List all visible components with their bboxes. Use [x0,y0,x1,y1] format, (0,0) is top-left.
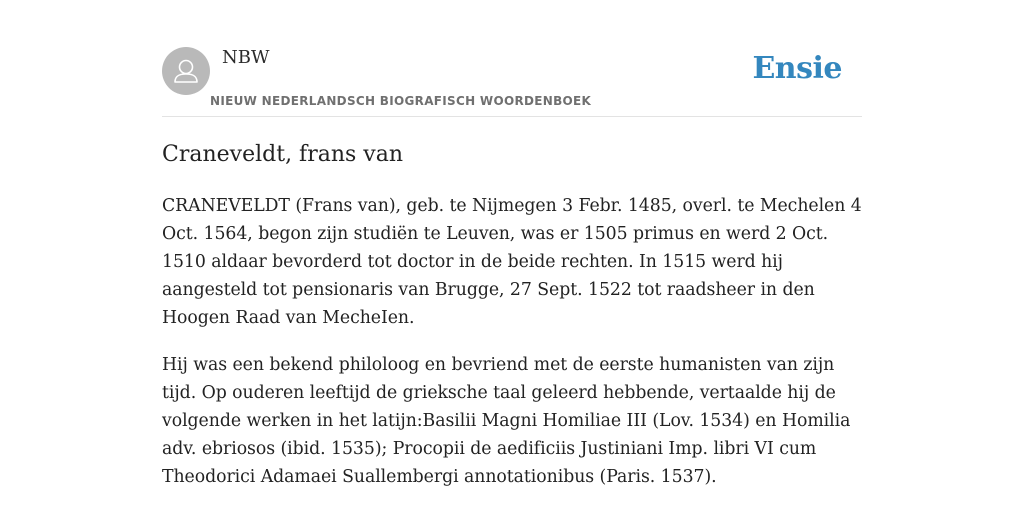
article-paragraph: CRANEVELDT (Frans van), geb. te Nijmegen 3 Febr. 1485, overl. te Mechelen 4 Oct. 1564, begon zijn studiën te Leuven, was er 1505 primus en werd 2 Oct. 1510 aldaar bevorderd tot doctor in de beide rechten. In 1515 werd hij aangesteld tot pensionaris van Brugge, 27 Sept. 1522 tot raadsheer in den Hoogen Raad van MecheIen. [162,196,862,328]
source-full-name: NIEUW NEDERLANDSCH BIOGRAFISCH WOORDENBOEK [210,94,592,108]
source-avatar[interactable] [162,47,210,95]
article-title: Craneveldt, frans van [162,142,403,167]
source-header [162,46,862,117]
source-abbreviation[interactable]: NBW [222,47,270,68]
article-paragraph: Hij was een bekend philoloog en bevriend met de eerste humanisten van zijn tijd. Op ouderen leeftijd de grieksche taal geleerd hebbende, vertaalde hij de volgende werken in het latijn:Basilii Magni Homiliae III (Lov. 1534) en Homilia adv. ebriosos (ibid. 1535); Procopii de aedificiis Justiniani Imp. libri VI cum Theodorici Adamaei Suallembergi annotationibus (Paris. 1537). [162,355,851,487]
user-icon [162,47,210,95]
brand-logo[interactable]: Ensie [752,51,842,86]
article-body [162,192,862,510]
